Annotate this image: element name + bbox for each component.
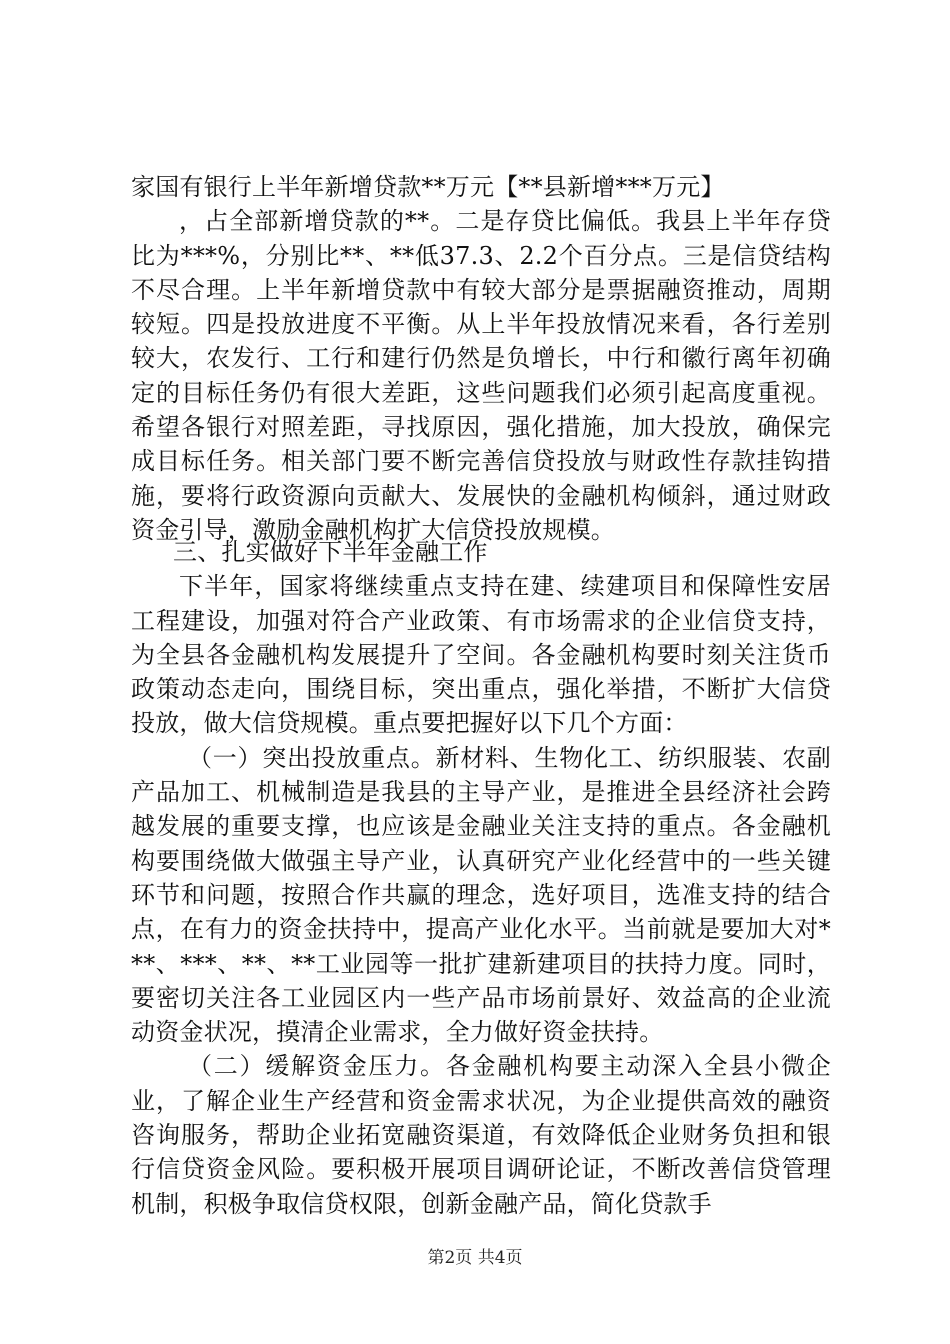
body-text-upper: [131, 170, 831, 547]
paragraph-point-one: （一）突出投放重点。新材料、生物化工、纺织服装、农副产品加工、机械制造是我县的主导产业，是推进全县经济社会跨越发展的重要支撑，也应该是金融业关注支持的重点。各金融机构要围绕做大做强主导产业，认真研究产业化经营中的一些关键环节和问题，按照合作共赢的理念，选好项目，选准支持的结合点，在有力的资金扶持中，提高产业化水平。当前就是要加大对***、***、**、**工业园等一批扩建新建项目的扶持力度。同时，要密切关注各工业园区内一些产品市场前景好、效益高的企业流动资金状况，摸清企业需求，全力做好资金扶持。: [131, 743, 831, 1047]
page-footer: [0, 1246, 950, 1270]
page-number: 第2页 共4页: [427, 1248, 523, 1268]
paragraph-continuation-line: 家国有银行上半年新增贷款**万元【**县新增***万元】: [131, 173, 725, 201]
section-heading: 三、扎实做好下半年金融工作: [173, 538, 488, 566]
paragraph-point-two: （二）缓解资金压力。各金融机构要主动深入全县小微企业，了解企业生产经营和资金需求状况，为企业提供高效的融资咨询服务，帮助企业拓宽融资渠道，有效降低企业财务负担和银行信贷资金风险。要积极开展项目调研论证，不断改善信贷管理机制，积极争取信贷权限，创新金融产品，简化贷款手: [131, 1052, 831, 1218]
paragraph-loan-issues: ，占全部新增贷款的**。二是存贷比偏低。我县上半年存贷比为***%，分别比**、**低37.3、2.2个百分点。三是信贷结构不尽合理。上半年新增贷款中有较大部分是票据融资推动，周期较短。四是投放进度不平衡。从上半年投放情况来看，各行差别较大，农发行、工行和建行仍然是负增长，中行和徽行离年初确定的目标任务仍有很大差距，这些问题我们必须引起高度重视。希望各银行对照差距，寻找原因，强化措施，加大投放，确保完成目标任务。相关部门要不断完善信贷投放与财政性存款挂钩措施，要将行政资源向贡献大、发展快的金融机构倾斜，通过财政资金引导，激励金融机构扩大信贷投放规模。: [131, 207, 831, 544]
paragraph-second-half-outlook: 下半年，国家将继续重点支持在建、续建项目和保障性安居工程建设，加强对符合产业政策、有市场需求的企业信贷支持，为全县各金融机构发展提升了空间。各金融机构要时刻关注货币政策动态走向，围绕目标，突出重点，强化举措，不断扩大信贷投放，做大信贷规模。重点要把握好以下几个方面：: [131, 572, 831, 738]
body-text-lower: [131, 535, 831, 1221]
